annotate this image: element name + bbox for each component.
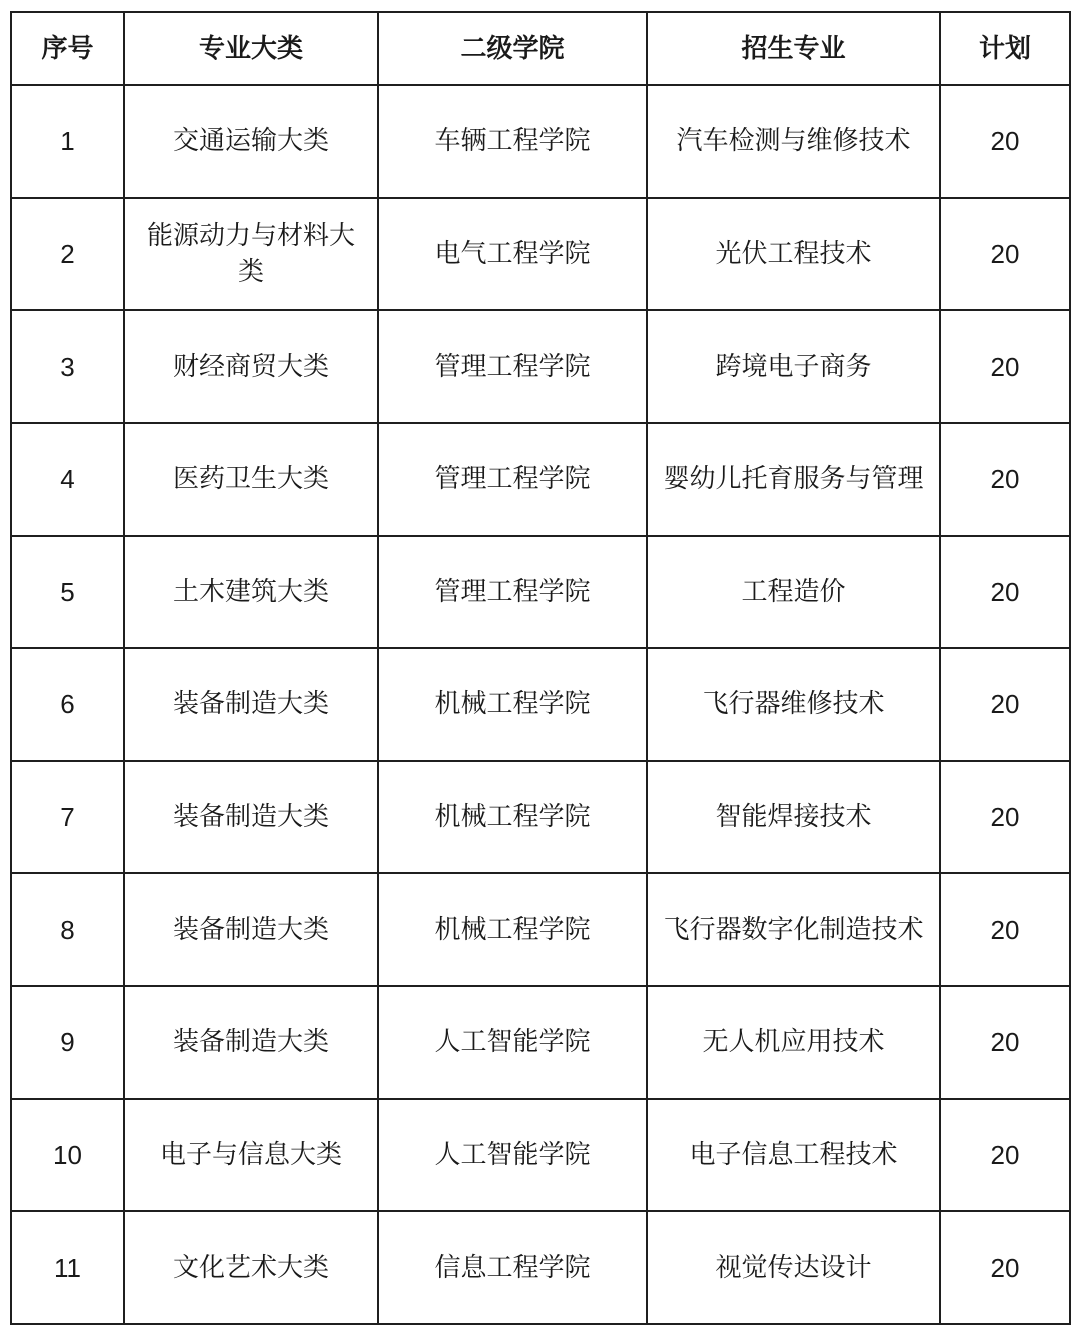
cell-major: 电子信息工程技术 xyxy=(647,1099,940,1212)
cell-major: 工程造价 xyxy=(647,536,940,649)
cell-college: 人工智能学院 xyxy=(378,986,647,1099)
cell-category: 装备制造大类 xyxy=(124,873,378,986)
table-row xyxy=(11,198,1070,311)
cell-college: 人工智能学院 xyxy=(378,1099,647,1212)
cell-plan: 20 xyxy=(940,761,1070,874)
table-row xyxy=(11,423,1070,536)
table-row xyxy=(11,648,1070,761)
table-row xyxy=(11,85,1070,198)
cell-index: 4 xyxy=(11,423,124,536)
cell-category: 文化艺术大类 xyxy=(124,1211,378,1324)
cell-plan: 20 xyxy=(940,873,1070,986)
table-row xyxy=(11,1211,1070,1324)
cell-plan: 20 xyxy=(940,648,1070,761)
cell-major: 汽车检测与维修技术 xyxy=(647,85,940,198)
header-cell-college: 二级学院 xyxy=(378,12,647,85)
header-cell-category: 专业大类 xyxy=(124,12,378,85)
header-cell-index: 序号 xyxy=(11,12,124,85)
cell-plan: 20 xyxy=(940,1211,1070,1324)
cell-plan: 20 xyxy=(940,536,1070,649)
header-cell-major: 招生专业 xyxy=(647,12,940,85)
cell-major: 光伏工程技术 xyxy=(647,198,940,311)
table-row xyxy=(11,536,1070,649)
cell-category: 电子与信息大类 xyxy=(124,1099,378,1212)
enrollment-plan-sheet xyxy=(10,11,1069,1325)
cell-major: 跨境电子商务 xyxy=(647,310,940,423)
cell-college: 机械工程学院 xyxy=(378,873,647,986)
cell-plan: 20 xyxy=(940,423,1070,536)
table-row xyxy=(11,873,1070,986)
cell-college: 管理工程学院 xyxy=(378,310,647,423)
table-row xyxy=(11,986,1070,1099)
table-header xyxy=(11,12,1070,85)
table-row xyxy=(11,761,1070,874)
cell-plan: 20 xyxy=(940,986,1070,1099)
cell-index: 5 xyxy=(11,536,124,649)
header-row xyxy=(11,12,1070,85)
cell-index: 1 xyxy=(11,85,124,198)
cell-major: 婴幼儿托育服务与管理 xyxy=(647,423,940,536)
table-body xyxy=(11,85,1070,1324)
cell-major: 无人机应用技术 xyxy=(647,986,940,1099)
cell-plan: 20 xyxy=(940,85,1070,198)
cell-plan: 20 xyxy=(940,198,1070,311)
enrollment-plan-table xyxy=(10,11,1071,1325)
cell-major: 飞行器维修技术 xyxy=(647,648,940,761)
cell-college: 信息工程学院 xyxy=(378,1211,647,1324)
cell-college: 机械工程学院 xyxy=(378,761,647,874)
cell-index: 8 xyxy=(11,873,124,986)
cell-index: 11 xyxy=(11,1211,124,1324)
cell-major: 智能焊接技术 xyxy=(647,761,940,874)
cell-major: 飞行器数字化制造技术 xyxy=(647,873,940,986)
cell-category: 装备制造大类 xyxy=(124,986,378,1099)
cell-plan: 20 xyxy=(940,310,1070,423)
table-row xyxy=(11,1099,1070,1212)
cell-college: 管理工程学院 xyxy=(378,423,647,536)
cell-category: 土木建筑大类 xyxy=(124,536,378,649)
cell-plan: 20 xyxy=(940,1099,1070,1212)
cell-category: 装备制造大类 xyxy=(124,761,378,874)
cell-index: 9 xyxy=(11,986,124,1099)
cell-college: 管理工程学院 xyxy=(378,536,647,649)
header-cell-plan: 计划 xyxy=(940,12,1070,85)
cell-index: 10 xyxy=(11,1099,124,1212)
cell-category: 财经商贸大类 xyxy=(124,310,378,423)
cell-index: 2 xyxy=(11,198,124,311)
cell-category: 能源动力与材料大类 xyxy=(124,198,378,311)
cell-college: 电气工程学院 xyxy=(378,198,647,311)
cell-category: 医药卫生大类 xyxy=(124,423,378,536)
cell-index: 3 xyxy=(11,310,124,423)
cell-index: 7 xyxy=(11,761,124,874)
cell-index: 6 xyxy=(11,648,124,761)
cell-major: 视觉传达设计 xyxy=(647,1211,940,1324)
cell-category: 交通运输大类 xyxy=(124,85,378,198)
cell-college: 机械工程学院 xyxy=(378,648,647,761)
cell-college: 车辆工程学院 xyxy=(378,85,647,198)
cell-category: 装备制造大类 xyxy=(124,648,378,761)
table-row xyxy=(11,310,1070,423)
